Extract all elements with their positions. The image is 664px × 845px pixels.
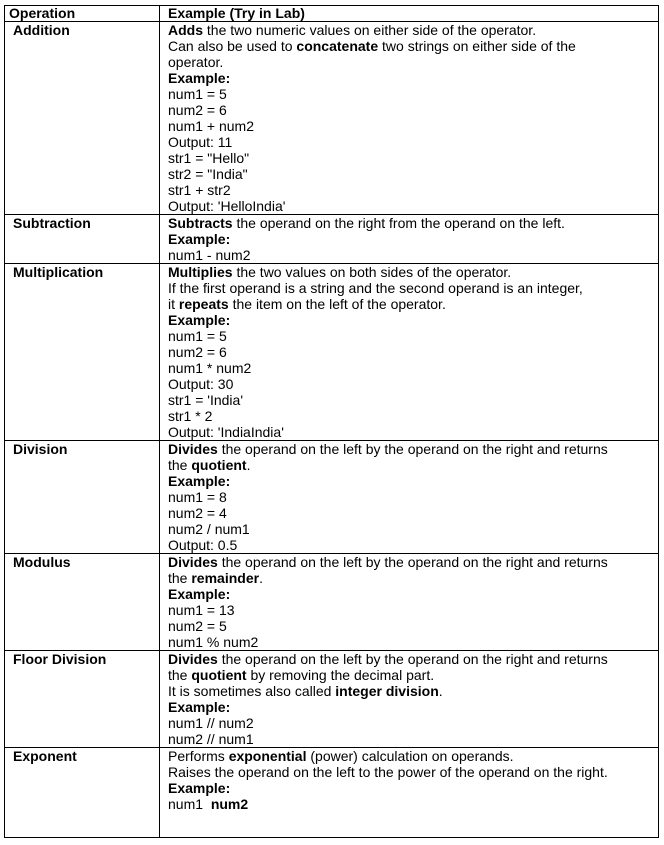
text-run: the two numeric values on either side of the operator. [203, 22, 537, 38]
text-run: str1 = 'India' [168, 392, 243, 408]
text-run: num2 = 4 [168, 505, 227, 521]
text-run: the [168, 457, 192, 473]
text-run: num2 // num1 [168, 731, 254, 747]
text-run: Output: 0.5 [168, 537, 238, 553]
description-line [168, 134, 658, 150]
bold-term: Subtracts [168, 215, 233, 231]
description-line [168, 505, 658, 521]
text-run: num1 [168, 796, 211, 812]
text-run: Can also be used to [168, 38, 297, 54]
text-run: the operand on the right from the operand on the left. [232, 215, 565, 231]
description-line [168, 215, 658, 231]
table-row-addition [5, 22, 659, 215]
header-operation: Operation [5, 6, 160, 22]
text-run: . [438, 683, 443, 699]
text-run: operator. [168, 54, 224, 70]
bold-term: num2 [210, 796, 249, 812]
description-line [168, 231, 658, 247]
text-run: It is sometimes also called [168, 683, 336, 699]
text-run: num1 - num2 [168, 247, 251, 263]
description-line [168, 537, 658, 553]
bold-term: Multiplies [168, 264, 233, 280]
description-line [168, 764, 658, 780]
header-example: Example (Try in Lab) [160, 6, 659, 22]
description-line [168, 54, 658, 70]
text-run: the operand on the left by the operand on the right and returns [217, 441, 608, 457]
description-line [168, 570, 658, 586]
operation-description [160, 22, 659, 215]
text-run: the [168, 570, 192, 586]
text-run: str1 + str2 [168, 182, 231, 198]
bold-term: Example: [168, 70, 231, 86]
description-line [168, 392, 658, 408]
operation-name: Exponent [5, 748, 160, 838]
description-line [168, 489, 658, 505]
bold-term: Adds [168, 22, 203, 38]
operation-description [160, 554, 659, 651]
description-line [168, 618, 658, 634]
text-run: num1 * num2 [168, 360, 252, 376]
description-line [168, 86, 658, 102]
text-run: num1 = 8 [168, 489, 227, 505]
table-row-floor-division [5, 651, 659, 748]
text-run: str1 = "Hello" [168, 150, 250, 166]
description-line [168, 699, 658, 715]
description-line [168, 441, 658, 457]
description-line [168, 780, 658, 796]
bold-term: Example: [168, 231, 231, 247]
description-line [168, 634, 658, 650]
operation-description [160, 215, 659, 264]
text-run: num1 = 5 [168, 328, 227, 344]
table-row-multiplication [5, 264, 659, 441]
text-run: it [168, 296, 179, 312]
description-line [168, 102, 658, 118]
description-line [168, 70, 658, 86]
description-line [168, 264, 658, 280]
operation-name: Subtraction [5, 215, 160, 264]
bold-term: remainder [191, 570, 260, 586]
description-line [168, 457, 658, 473]
description-line [168, 731, 658, 747]
table-row-modulus [5, 554, 659, 651]
description-line [168, 667, 658, 683]
bold-term: Divides [168, 651, 218, 667]
text-run: str1 * 2 [168, 408, 213, 424]
text-run: Raises the operand on the left to the power of the operand on the right. [168, 764, 608, 780]
description-line [168, 651, 658, 667]
description-line [168, 376, 658, 392]
bold-term: concatenate [296, 38, 379, 54]
table-row-subtraction [5, 215, 659, 264]
text-run: num1 + num2 [168, 118, 254, 134]
table-row-exponent [5, 748, 659, 838]
text-run: two strings on either side of the [378, 38, 576, 54]
bold-term: Divides [168, 554, 218, 570]
operation-name: Addition [5, 22, 160, 215]
text-run: (power) calculation on operands. [306, 748, 514, 764]
table-row-division [5, 441, 659, 554]
description-line [168, 182, 658, 198]
description-line [168, 22, 658, 38]
description-line [168, 247, 658, 263]
text-run: num1 = 13 [168, 602, 235, 618]
text-run: Output: 'IndiaIndia' [168, 424, 284, 440]
bold-term: Example: [168, 586, 231, 602]
bold-term: exponential [228, 748, 307, 764]
description-line [168, 473, 658, 489]
operation-description [160, 441, 659, 554]
text-run: num1 % num2 [168, 634, 259, 650]
description-line [168, 344, 658, 360]
text-run: If the first operand is a string and the second operand is an integer, [168, 280, 583, 296]
description-line [168, 296, 658, 312]
description-line [168, 118, 658, 134]
bold-term: repeats [178, 296, 229, 312]
text-run: Output: 11 [168, 134, 233, 150]
text-run: the two values on both sides of the operator. [232, 264, 512, 280]
text-run: num1 = 5 [168, 86, 227, 102]
text-run: . [259, 570, 263, 586]
description-line [168, 424, 658, 440]
text-run: Output: 30 [168, 376, 234, 392]
description-line [168, 796, 658, 812]
description-line [168, 521, 658, 537]
bold-term: quotient [191, 457, 247, 473]
text-run: the [168, 667, 192, 683]
operation-name: Floor Division [5, 651, 160, 748]
operation-name: Division [5, 441, 160, 554]
arithmetic-operators-table [4, 5, 659, 838]
description-line [168, 683, 658, 699]
bold-term: integer division [335, 683, 439, 699]
text-run: num2 = 6 [168, 344, 227, 360]
description-line [168, 602, 658, 618]
description-line [168, 748, 658, 764]
operation-name: Modulus [5, 554, 160, 651]
bold-term: Example: [168, 312, 231, 328]
description-line [168, 198, 658, 214]
operation-description [160, 651, 659, 748]
text-run: num1 // num2 [168, 715, 254, 731]
text-run: str2 = "India" [168, 166, 248, 182]
description-line [168, 38, 658, 54]
text-run: num2 = 6 [168, 102, 227, 118]
text-run: Output: 'HelloIndia' [168, 198, 286, 214]
bold-term: quotient [191, 667, 247, 683]
text-run: the operand on the left by the operand on the right and returns [217, 554, 608, 570]
description-line [168, 586, 658, 602]
table-header-row [5, 6, 659, 22]
description-line [168, 150, 658, 166]
bold-term: Example: [168, 699, 231, 715]
text-run: num2 = 5 [168, 618, 227, 634]
bold-term: Example: [168, 780, 231, 796]
text-run: by removing the decimal part. [246, 667, 435, 683]
description-line [168, 408, 658, 424]
text-run: num2 / num1 [168, 521, 250, 537]
text-run: . [246, 457, 251, 473]
description-line [168, 280, 658, 296]
text-run: the item on the left of the operator. [228, 296, 446, 312]
description-line [168, 554, 658, 570]
operation-name: Multiplication [5, 264, 160, 441]
description-line [168, 328, 658, 344]
text-run: the operand on the left by the operand on the right and returns [217, 651, 608, 667]
operation-description [160, 264, 659, 441]
bold-term: Divides [168, 441, 218, 457]
bold-term: Example: [168, 473, 231, 489]
description-line [168, 360, 658, 376]
operation-description [160, 748, 659, 838]
description-line [168, 715, 658, 731]
description-line [168, 312, 658, 328]
text-run: Performs [168, 748, 229, 764]
description-line [168, 166, 658, 182]
